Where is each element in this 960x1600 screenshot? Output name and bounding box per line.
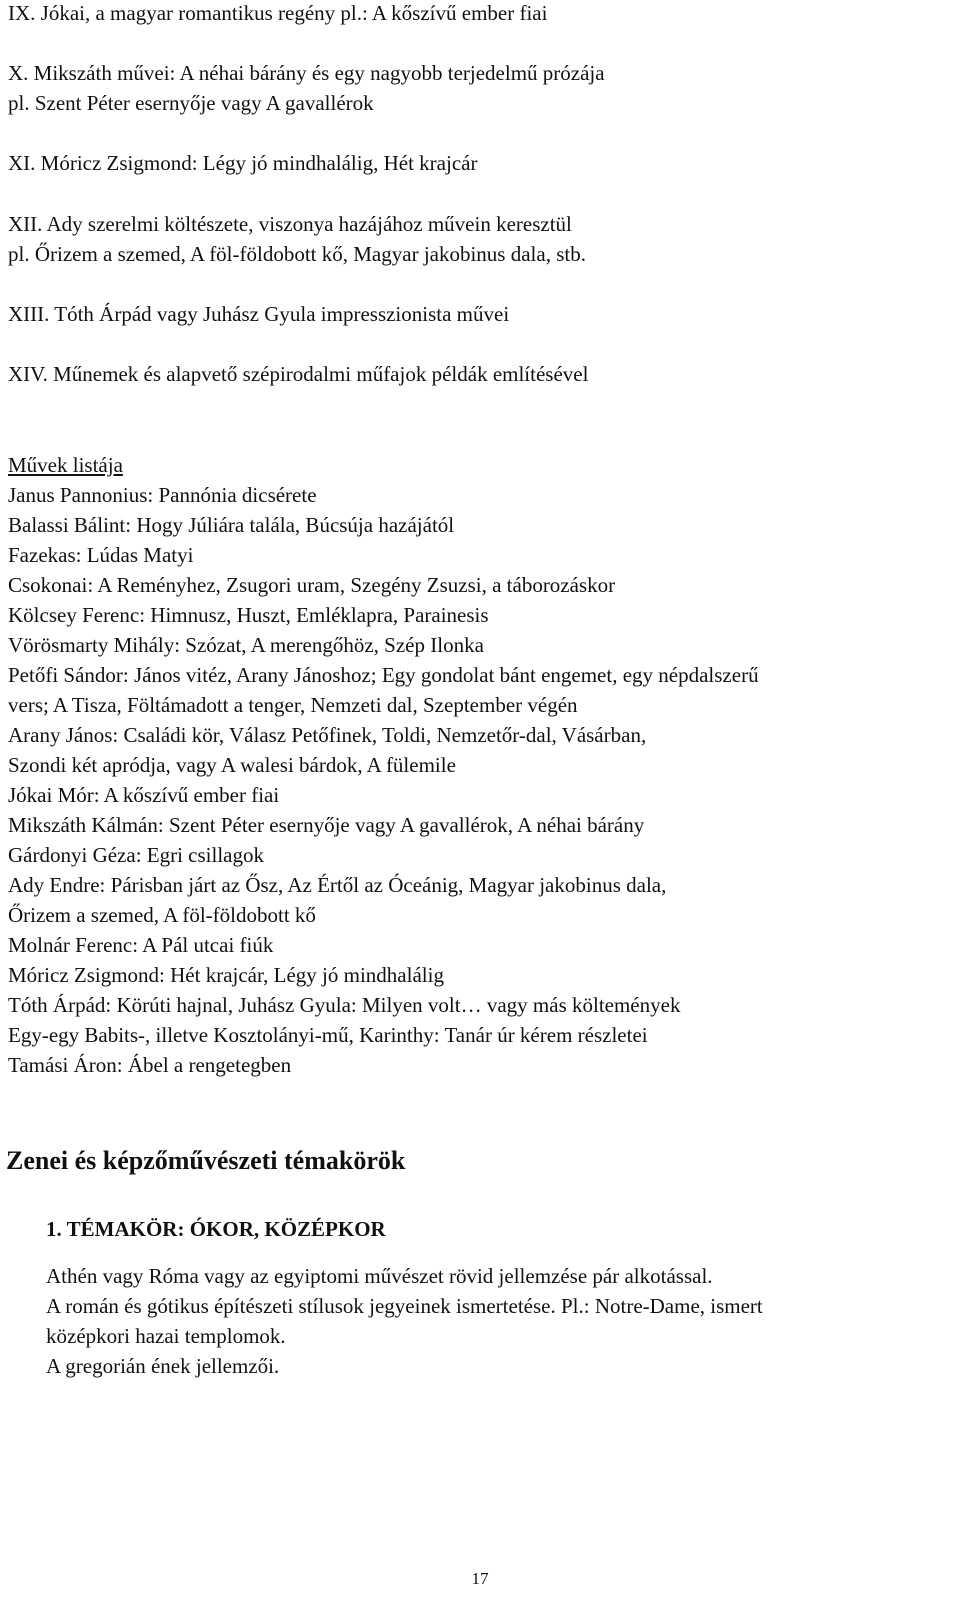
topic-xiii: XIII. Tóth Árpád vagy Juhász Gyula impresszionista művei [8, 302, 510, 326]
subsection-line: A román és gótikus építészeti stílusok jegyeinek ismertetése. Pl.: Notre-Dame, ismert [46, 1294, 763, 1318]
works-item: Jókai Mór: A kőszívű ember fiai [8, 783, 280, 807]
works-item: Arany János: Családi kör, Válasz Petőfinek, Toldi, Nemzetőr-dal, Vásárban, [8, 723, 647, 747]
page-number: 17 [471, 1569, 489, 1588]
works-item: Móricz Zsigmond: Hét krajcár, Légy jó mindhalálig [8, 963, 444, 987]
works-item: Csokonai: A Reményhez, Zsugori uram, Szegény Zsuzsi, a táborozáskor [8, 573, 616, 597]
works-item: Vörösmarty Mihály: Szózat, A merengőhöz, Szép Ilonka [8, 633, 484, 657]
works-item: vers; A Tisza, Föltámadott a tenger, Nemzeti dal, Szeptember végén [8, 693, 578, 717]
works-item: Janus Pannonius: Pannónia dicsérete [8, 483, 317, 507]
topic-xiv: XIV. Műnemek és alapvető szépirodalmi műfajok példák említésével [8, 362, 589, 386]
section-title: Zenei és képzőművészeti témakörök [6, 1146, 406, 1175]
subsection-title: 1. TÉMAKÖR: ÓKOR, KÖZÉPKOR [46, 1217, 386, 1241]
topic-ix: IX. Jókai, a magyar romantikus regény pl.: A kőszívű ember fiai [8, 1, 548, 25]
works-item: Szondi két apródja, vagy A walesi bárdok, A fülemile [8, 753, 456, 777]
works-item: Balassi Bálint: Hogy Júliára talála, Búcsúja hazájától [8, 513, 455, 537]
subsection-line: A gregorián ének jellemzői. [46, 1354, 280, 1378]
works-heading: Művek listája [8, 453, 123, 477]
works-item: Kölcsey Ferenc: Himnusz, Huszt, Emléklapra, Parainesis [8, 603, 489, 627]
works-item: Petőfi Sándor: János vitéz, Arany Jánoshoz; Egy gondolat bánt engemet, egy népdalszerű [8, 663, 759, 687]
works-item: Egy-egy Babits-, illetve Kosztolányi-mű, Karinthy: Tanár úr kérem részletei [8, 1023, 648, 1047]
topic-xi: XI. Móricz Zsigmond: Légy jó mindhalálig, Hét krajcár [8, 151, 478, 175]
topic-x-example: pl. Szent Péter esernyője vagy A gavallérok [8, 91, 374, 115]
works-item: Mikszáth Kálmán: Szent Péter esernyője vagy A gavallérok, A néhai bárány [8, 813, 645, 837]
works-item: Gárdonyi Géza: Egri csillagok [8, 843, 264, 867]
topic-xii-example: pl. Őrizem a szemed, A föl-földobott kő, Magyar jakobinus dala, stb. [8, 242, 586, 266]
works-item: Ady Endre: Párisban járt az Ősz, Az Értől az Óceánig, Magyar jakobinus dala, [8, 873, 667, 897]
works-item: Molnár Ferenc: A Pál utcai fiúk [8, 933, 274, 957]
works-item: Tamási Áron: Ábel a rengetegben [8, 1053, 292, 1077]
topic-x: X. Mikszáth művei: A néhai bárány és egy nagyobb terjedelmű prózája [8, 61, 605, 85]
works-item: Tóth Árpád: Körúti hajnal, Juhász Gyula: Milyen volt… vagy más költemények [8, 993, 681, 1017]
subsection-line: Athén vagy Róma vagy az egyiptomi művészet rövid jellemzése pár alkotással. [46, 1264, 713, 1288]
works-item: Fazekas: Lúdas Matyi [8, 543, 194, 567]
subsection-line: középkori hazai templomok. [46, 1324, 286, 1348]
topic-xii: XII. Ady szerelmi költészete, viszonya hazájához művein keresztül [8, 212, 572, 236]
works-item: Őrizem a szemed, A föl-földobott kő [8, 903, 316, 927]
